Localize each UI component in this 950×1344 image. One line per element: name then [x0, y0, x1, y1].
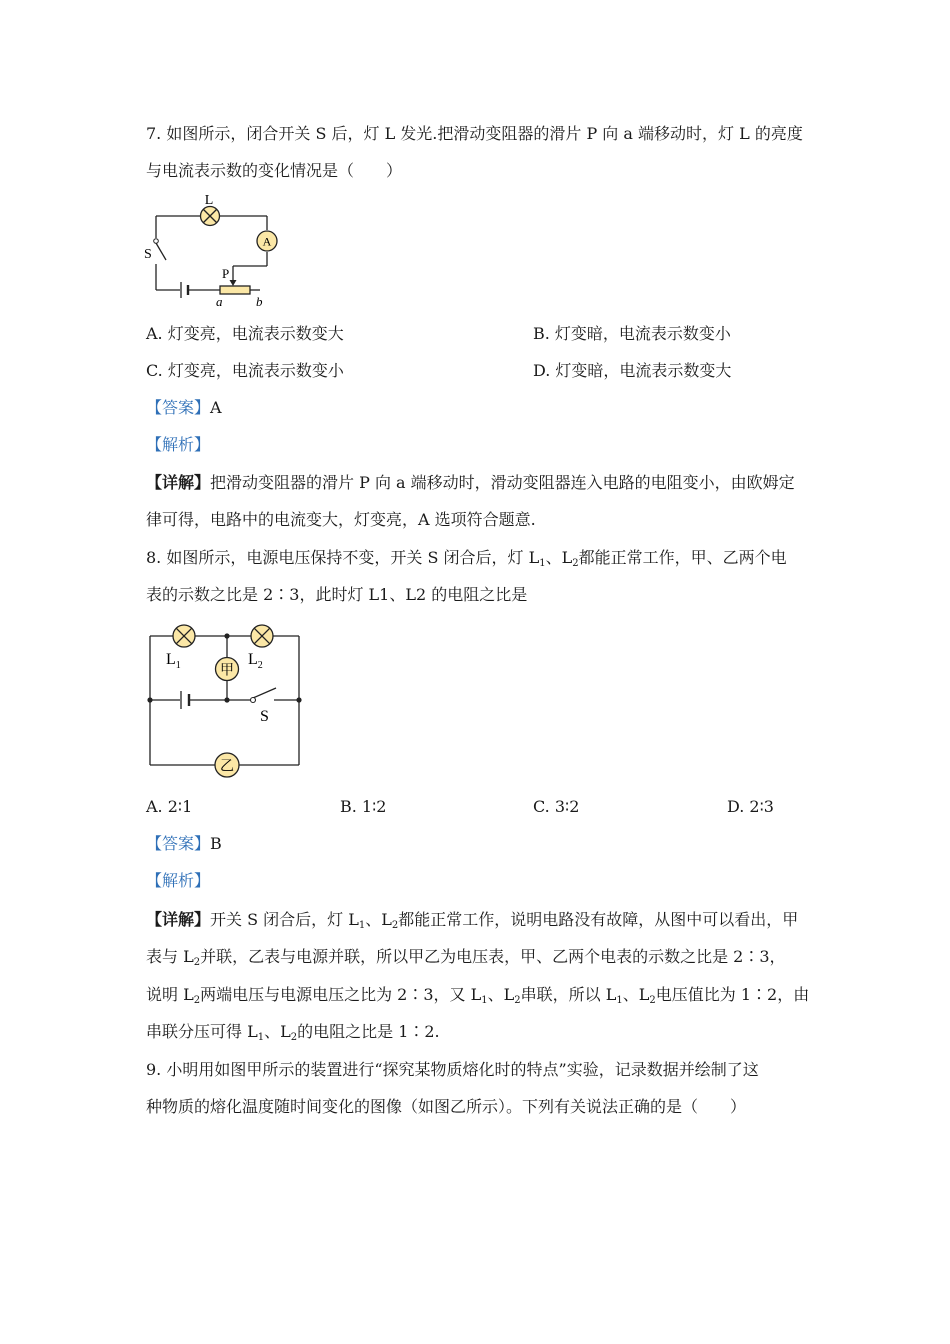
- q8-detail-sub: 1: [481, 995, 488, 1006]
- q7-battery-icon: [181, 282, 188, 298]
- q8-option-c: C. 3∶2: [533, 797, 580, 816]
- q8-detail-text: 、L: [487, 985, 515, 1004]
- q8-detail-text: 都能正常工作，说明电路没有故障，从图中可以看出，甲: [398, 910, 799, 929]
- q7-stem-line2: 与电流表示数的变化情况是（ ）: [146, 161, 403, 180]
- q7-circuit-diagram: [140, 190, 290, 310]
- q8-detail-line1: [146, 910, 798, 930]
- q8-detail-text: 串联，所以 L: [520, 985, 617, 1004]
- q8-detail-text: 的电阻之比是 1∶2.: [297, 1022, 440, 1041]
- q8-detail-text: 说明 L: [146, 985, 194, 1004]
- q8-detail-text: 、L: [622, 985, 650, 1004]
- q8-stem-line2: 表的示数之比是 2∶3，此时灯 L1、L2 的电阻之比是: [146, 585, 528, 604]
- q8-detail-text: 开关 S 闭合后，灯 L: [210, 910, 359, 929]
- q8-detail-sub: 2: [193, 957, 201, 968]
- q7-answer-value: A: [210, 398, 222, 417]
- q8-option-b: B. 1∶2: [340, 797, 387, 816]
- q7-detail-text1: 把滑动变阻器的滑片 P 向 a 端移动时，滑动变阻器连入电路的电阻变小，由欧姆定: [210, 473, 795, 492]
- q7-switch-label: S: [144, 247, 152, 262]
- q8-lamp2-icon: [251, 625, 273, 647]
- q7-detail-tag: 【详解】: [146, 473, 211, 492]
- q7-analysis-tag: 【解析】: [146, 435, 211, 454]
- q8-meter-jia-label: 甲: [220, 663, 234, 679]
- q9-stem-line2: 种物质的熔化温度随时间变化的图像（如图乙所示）。下列有关说法正确的是（ ）: [146, 1097, 747, 1116]
- q8-option-d: D. 2∶3: [727, 797, 774, 816]
- q8-detail-text: 、L: [365, 910, 392, 929]
- q8-lamp1-label: $L_1$: [166, 651, 181, 671]
- q8-detail-text: 、L: [264, 1022, 291, 1041]
- q8-detail-line4: [146, 1022, 440, 1042]
- q8-answer: [146, 834, 222, 854]
- q8-switch-contact: [251, 698, 256, 703]
- q7-option-c: C. 灯变亮，电流表示数变小: [146, 361, 344, 380]
- q8-lamp2-label: $L_2$: [248, 651, 263, 671]
- q7-answer-tag: 【答案】: [146, 398, 211, 417]
- q8-stem-text: 8. 如图所示，电源电压保持不变，开关 S 闭合后，灯 L: [146, 548, 540, 567]
- q8-stem-line1: [146, 548, 787, 568]
- q8-meter-yi-label: 乙: [220, 759, 234, 775]
- q8-detail-sub: 2: [290, 1032, 298, 1043]
- q7-rheostat-icon: [220, 286, 250, 294]
- q8-detail-sub: 1: [616, 995, 623, 1006]
- q7-option-d: D. 灯变暗，电流表示数变大: [533, 361, 732, 380]
- q8-switch-label: S: [260, 708, 269, 725]
- q8-detail-sub: 2: [649, 995, 656, 1006]
- q8-detail-tag: 【详解】: [146, 910, 211, 929]
- q9-stem-line1: 9. 小明用如图甲所示的装置进行“探究某物质熔化时的特点”实验，记录数据并绘制了这: [146, 1060, 759, 1079]
- q8-detail-text: 电压值比为 1∶2，由: [655, 985, 810, 1004]
- q8-stem-text: 都能正常工作，甲、乙两个电: [578, 548, 787, 567]
- q7-slider-arrow-icon: [230, 280, 237, 286]
- q8-detail-line3: [146, 985, 809, 1005]
- q7-detail-line2: 律可得，电路中的电流变大，灯变亮，A 选项符合题意.: [146, 510, 536, 529]
- q8-detail-text: 并联，乙表与电源并联，所以甲乙为电压表，甲、乙两个电表的示数之比是 2∶3，: [200, 947, 786, 966]
- q8-detail-sub: 1: [358, 920, 366, 931]
- q7-end-b-label: b: [256, 294, 263, 309]
- q8-detail-sub: 2: [193, 995, 201, 1006]
- q8-detail-text: 两端电压与电源电压之比为 2∶3，又 L: [200, 985, 482, 1004]
- q8-stem-text: 、L: [545, 548, 573, 567]
- q7-option-b: B. 灯变暗，电流表示数变小: [533, 324, 731, 343]
- q8-detail-sub: 2: [391, 920, 399, 931]
- q8-answer-value: B: [210, 834, 222, 853]
- q8-analysis-tag: 【解析】: [146, 871, 211, 890]
- q8-lamp1-icon: [173, 625, 195, 647]
- q7-end-a-label: a: [216, 294, 223, 309]
- q8-detail-text: 串联分压可得 L: [146, 1022, 258, 1041]
- q7-detail-line1: [146, 473, 795, 493]
- q7-answer: [146, 398, 222, 418]
- q8-detail-text: 表与 L: [146, 947, 194, 966]
- q7-slider-label: P: [222, 266, 230, 281]
- q7-lamp-label: L: [204, 193, 214, 208]
- q7-switch-contact: [154, 239, 159, 244]
- q8-detail-line2: [146, 947, 786, 967]
- q7-stem-line1: 7. 如图所示，闭合开关 S 后，灯 L 发光.把滑动变阻器的滑片 P 向 a 端移动时，灯 L 的亮度: [146, 124, 803, 143]
- q7-lamp-icon: [201, 207, 220, 226]
- q8-stem-sub: 2: [572, 558, 579, 569]
- q7-ammeter-label: A: [262, 234, 272, 249]
- q8-detail-sub: 1: [257, 1032, 265, 1043]
- q8-battery-icon: [181, 691, 189, 709]
- q8-answer-tag: 【答案】: [146, 834, 211, 853]
- q8-detail-sub: 2: [514, 995, 521, 1006]
- q8-stem-sub: 1: [539, 558, 546, 569]
- q8-circuit-diagram: [140, 618, 310, 783]
- q8-option-a: A. 2∶1: [146, 797, 193, 816]
- q7-option-a: A. 灯变亮，电流表示数变大: [146, 324, 344, 343]
